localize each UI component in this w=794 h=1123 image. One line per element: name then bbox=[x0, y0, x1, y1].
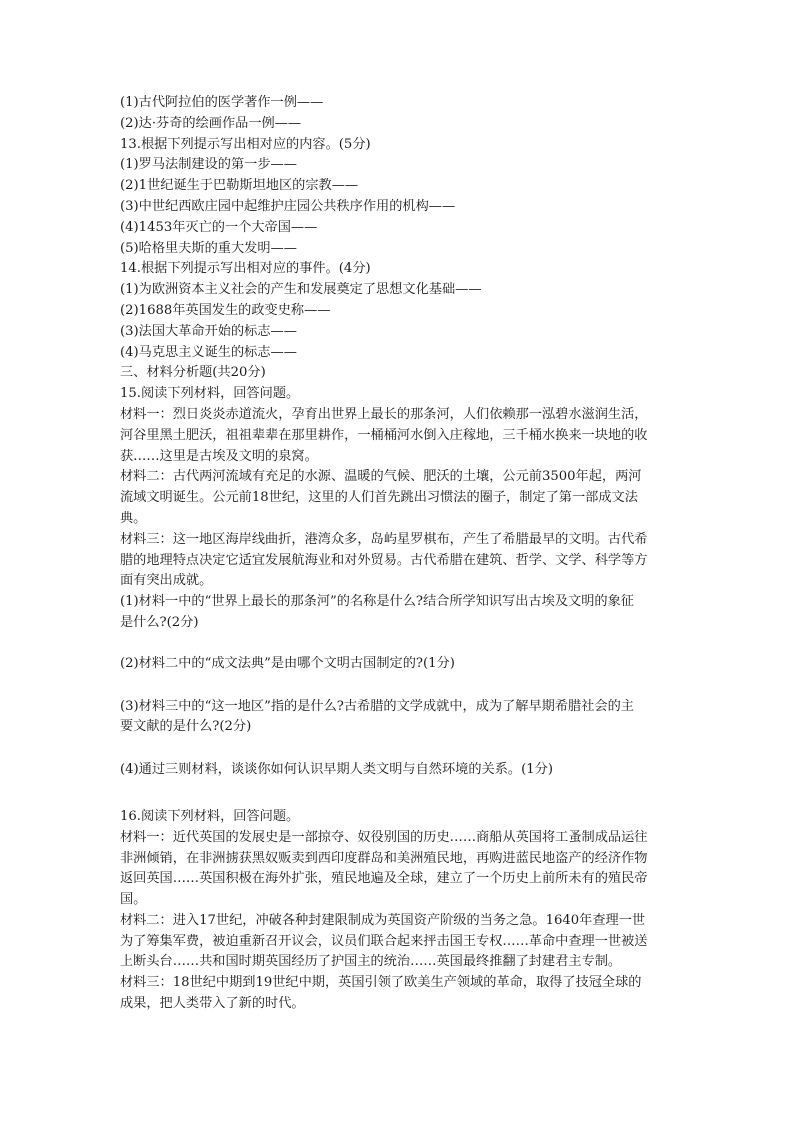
q15-sub-2: (2)材料二中的“成文法典”是由哪个文明古国制定的?(1分) bbox=[120, 655, 455, 671]
q15-sub-1-line-2: 是什么?(2分) bbox=[120, 614, 199, 630]
q15-material-2-line-1: 材料二：古代两河流域有充足的水源、温暖的气候、肥沃的土壤，公元前3500年起，两河 bbox=[120, 469, 642, 485]
answer-space bbox=[120, 634, 680, 654]
q15-material-3-line-3: 面有突出成就。 bbox=[120, 573, 213, 589]
q16-material-2-line-3: 上断头台……共和国时期英国经历了护国主的统治……英国最终推翻了封建君主专制。 bbox=[120, 954, 622, 970]
q13-item-3: (3)中世纪西欧庄园中起维护庄园公共秩序作用的机构—— bbox=[120, 198, 456, 214]
q13-item-5: (5)哈格里夫斯的重大发明—— bbox=[120, 240, 297, 256]
q14-item-4: (4)马克思主义诞生的标志—— bbox=[120, 344, 297, 360]
exam-content bbox=[120, 93, 680, 1015]
q16-material-1-line-3: 返回英国……英国积极在海外扩张，殖民地遍及全球，建立了一个历史上前所未有的殖民帝 bbox=[120, 871, 648, 887]
q14-item-1: (1)为欧洲资本主义社会的产生和发展奠定了思想文化基础—— bbox=[120, 282, 482, 298]
q12-item-1: (1)古代阿拉伯的医学著作一例—— bbox=[120, 95, 324, 110]
q15-sub-3-line-2: 要文献的是什么?(2分) bbox=[120, 719, 252, 735]
q16-material-1-line-4: 国。 bbox=[120, 892, 147, 908]
q12-item-2: (2)达·芬奇的绘画作品一例—— bbox=[120, 115, 302, 131]
q13-item-2: (2)1世纪诞生于巴勒斯坦地区的宗教—— bbox=[120, 178, 359, 194]
q15-sub-3-line-1: (3)材料三中的“这一地区”指的是什么?古希腊的文学成就中，成为了解早期希腊社会的主 bbox=[120, 698, 634, 714]
q16-material-3-line-2: 成果，把人类带入了新的时代。 bbox=[120, 996, 305, 1012]
q15-material-2-line-3: 典。 bbox=[120, 510, 147, 526]
q14-item-2: (2)1688年英国发生的政变史称—— bbox=[120, 302, 331, 318]
q13-item-4: (4)1453年灭亡的一个大帝国—— bbox=[120, 219, 318, 235]
q16-material-2-line-1: 材料二：进入17世纪，冲破各种封建限制成为英国资产阶级的当务之急。1640年查理一世 bbox=[120, 912, 646, 928]
question-14-heading: 14.根据下列提示写出相对应的事件。(4分) bbox=[120, 261, 371, 277]
answer-space bbox=[120, 738, 680, 760]
q15-material-1-line-3: 获……这里是古埃及文明的泉窝。 bbox=[120, 448, 318, 464]
q15-material-1-line-1: 材料一：烈日炎炎赤道流火，孕育出世界上最长的那条河，人们依赖那一泓碧水滋润生活， bbox=[120, 406, 648, 422]
q16-material-2-line-2: 为了筹集军费，被迫重新召开议会，议员们联合起来抨击国王专权……革命中查理一世被送 bbox=[120, 933, 648, 949]
question-16-heading: 16.阅读下列材料，回答问题。 bbox=[120, 808, 300, 824]
question-15-heading: 15.阅读下列材料，回答问题。 bbox=[120, 386, 300, 402]
q15-sub-1-line-1: (1)材料一中的“世界上最长的那条河”的名称是什么?结合所学知识写出古埃及文明的象征 bbox=[120, 594, 634, 610]
question-13-heading: 13.根据下列提示写出相对应的内容。(5分) bbox=[120, 136, 371, 152]
q16-material-3-line-1: 材料三：18世纪中期到19世纪中期，英国引领了欧美生产领域的革命，取得了技冠全球的 bbox=[120, 975, 642, 991]
q13-item-1: (1)罗马法制建设的第一步—— bbox=[120, 157, 297, 173]
q14-item-3: (3)法国大革命开始的标志—— bbox=[120, 323, 297, 339]
q16-material-1-line-1: 材料一：近代英国的发展史是一部掠夺、奴役别国的历史……商船从英国将工蚤制成品运往 bbox=[120, 829, 648, 845]
q16-material-1-line-2: 非洲倾销，在非洲掳获黑奴贩卖到西印度群岛和美洲殖民地，再购进蓝民地盗产的经济作物 bbox=[120, 850, 648, 866]
q15-material-3-line-1: 材料三：这一地区海岸线曲折，港湾众多，岛屿星罗棋布，产生了希腊最早的文明。古代希 bbox=[120, 531, 648, 547]
q15-sub-4: (4)通过三则材料，谈谈你如何认识早期人类文明与自然环境的关系。(1分) bbox=[120, 762, 553, 778]
q15-material-3-line-2: 腊的地理特点决定它适宜发展航海业和对外贸易。古代希腊在建筑、哲学、文学、科学等方 bbox=[120, 552, 648, 568]
answer-space bbox=[120, 781, 680, 807]
q15-material-2-line-2: 流域文明诞生。公元前18世纪，这里的人们首先跳出习惯法的圈子，制定了第一部成文法 bbox=[120, 490, 638, 506]
q15-material-1-line-2: 河谷里黑土肥沃，祖祖辈辈在那里耕作，一桶桶河水倒入庄稼地，三千桶水换来一块地的收 bbox=[120, 427, 648, 443]
answer-space bbox=[120, 675, 680, 697]
section-3-heading: 三、材料分析题(共20分) bbox=[120, 365, 266, 381]
